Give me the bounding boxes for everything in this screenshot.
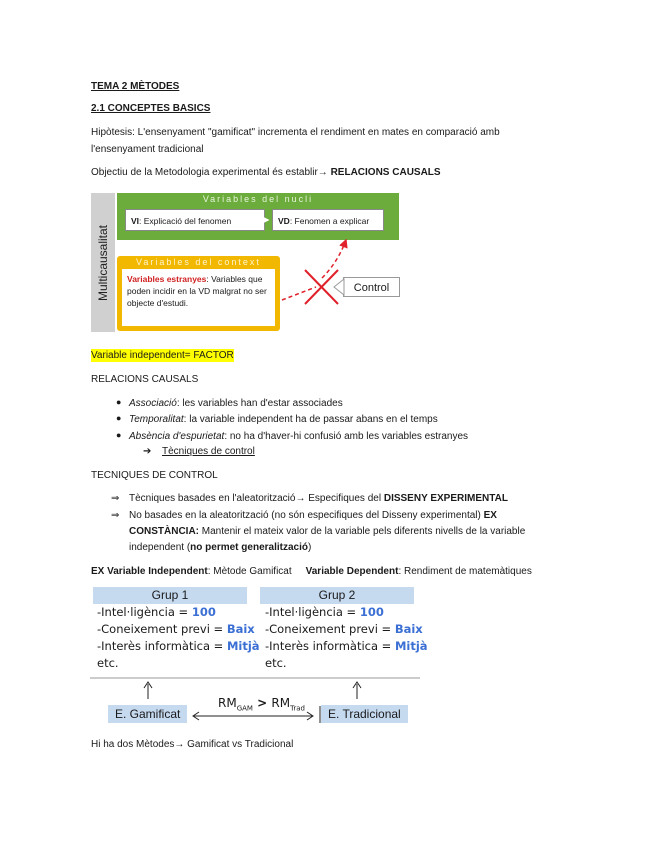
vd-box: [272, 209, 384, 231]
double-arrow-icon: ⇒: [111, 493, 120, 504]
group-1-interest: [97, 638, 260, 655]
group-attr-value: Mitjà: [226, 639, 260, 653]
group-1-header: Grup 1: [93, 587, 247, 604]
vi-text: : Explicació del fenomen: [139, 216, 232, 226]
technique-text: independent (: [129, 542, 191, 553]
rm-greater-than: >: [252, 696, 272, 710]
rm-comparison: [218, 696, 305, 715]
method-arrow-left-head: [193, 712, 199, 720]
technique-text: No basades en la aleatorització (no són especifiques del Disseny experimental): [129, 510, 484, 521]
group-attr-value: Mitjà: [394, 639, 428, 653]
extraneous-variables-text: : Variables que poden incidir en la VD malgrat no ser objecte d'estudi.: [127, 274, 267, 308]
relation-item-2: [129, 413, 438, 426]
group-attr-value: 100: [359, 605, 384, 619]
example-variables-line: [91, 565, 532, 578]
group-1-etc: etc.: [97, 656, 119, 670]
relation-term: Associació: [129, 398, 177, 409]
technique-bold: CONSTÀNCIA:: [129, 526, 199, 537]
group-attr-label: -Coneixement previ =: [97, 622, 227, 636]
objective-line: [91, 166, 441, 179]
rm-gam-sub: GAM: [236, 704, 253, 713]
technique-text: ): [307, 542, 312, 553]
relation-text: : les variables han d'estar associades: [176, 398, 343, 409]
control-techniques-title: TECNIQUES DE CONTROL: [91, 470, 218, 481]
technique-bold: no permet generalització: [190, 542, 308, 553]
context-dashed-arrow: [322, 240, 346, 278]
relation-text: : no ha d'haver-hi confusió amb les variables estranyes: [224, 431, 469, 442]
control-box: Control: [343, 277, 400, 297]
context-variables-box: [117, 256, 280, 331]
group-1-prior-knowledge: [97, 621, 255, 638]
hypothesis-line-1: Hipòtesis: L'ensenyament "gamificat" incrementa el rendiment en mates en comparació amb: [91, 127, 500, 138]
technique-item-1: [129, 492, 508, 505]
group-1-up-arrow-head: [144, 682, 152, 688]
group-2-prior-knowledge: [265, 621, 423, 638]
control-techniques-link[interactable]: Tècniques de control: [162, 446, 255, 457]
multicausality-label: Multicausalitat: [96, 224, 110, 301]
group-attr-label: -Coneixement previ =: [265, 622, 395, 636]
cross-line-2: [305, 270, 338, 304]
bullet-icon: ●: [116, 397, 122, 407]
group-2-up-arrow-head: [353, 682, 361, 688]
context-dashed-line: [282, 287, 316, 300]
vd-text: : Fenomen a explicar: [289, 216, 370, 226]
vi-box: [125, 209, 265, 231]
group-attr-value: Baix: [394, 622, 423, 636]
group-1-intelligence: [97, 604, 216, 621]
method-arrow-right-head: [307, 712, 313, 720]
example-vi-value: : Mètode Gamificat: [207, 566, 292, 577]
rm-trad-sub: Trad: [290, 704, 305, 713]
bullet-icon: ●: [116, 430, 122, 440]
causal-relations-title: RELACIONS CAUSALS: [91, 374, 199, 385]
example-vd-value: : Rendiment de matemàtiques: [398, 566, 532, 577]
relation-item-1: [129, 397, 343, 410]
vd-label: VD: [278, 216, 290, 226]
technique-item-2-line-2: [129, 525, 525, 538]
hypothesis-line-2: l'ensenyament tradicional: [91, 144, 204, 155]
vi-label: VI: [131, 216, 140, 226]
objective-bold: RELACIONS CAUSALS: [330, 167, 441, 178]
example-vd-label: Variable Dependent: [305, 566, 399, 577]
group-attr-value: Baix: [226, 622, 255, 636]
cross-line-1: [305, 270, 338, 304]
extraneous-variables-label: Variables estranyes: [127, 274, 207, 284]
group-attr-label: -Intel·ligència =: [265, 605, 360, 619]
group-attr-label: -Interès informàtica =: [265, 639, 395, 653]
method-gamified: E. Gamificat: [108, 705, 187, 723]
title-heading: TEMA 2 MÈTODES: [91, 81, 180, 92]
group-2-etc: etc.: [265, 656, 287, 670]
relation-item-3: [129, 430, 468, 443]
objective-text: Objectiu de la Metodologia experimental és establir→: [91, 167, 331, 178]
group-attr-label: -Intel·ligència =: [97, 605, 192, 619]
group-attr-value: 100: [191, 605, 216, 619]
rm-trad-label: RM: [271, 696, 291, 710]
extraneous-variables-box: [122, 269, 275, 326]
relation-term: Absència d'espurietat: [129, 431, 225, 442]
example-vi-label: EX Variable Independent: [91, 566, 208, 577]
technique-bold: EX: [483, 510, 497, 521]
relation-text: : la variable independent ha de passar abans en el temps: [183, 414, 438, 425]
multicausality-bar: [91, 193, 115, 332]
bullet-icon: ●: [116, 413, 122, 423]
group-2-header: Grup 2: [260, 587, 414, 604]
final-line: Hi ha dos Mètodes→ Gamificat vs Tradicional: [91, 739, 294, 750]
technique-bold: DISSENY EXPERIMENTAL: [383, 493, 508, 504]
double-arrow-icon: ⇒: [111, 510, 120, 521]
technique-item-2-line-3: [129, 541, 311, 554]
technique-text: Mantenir el mateix valor de la variable pels diferents nivells de la variable: [199, 526, 526, 537]
group-2-interest: [265, 638, 428, 655]
arrow-right-icon: ➔: [143, 446, 152, 457]
group-attr-label: -Interès informàtica =: [97, 639, 227, 653]
relation-term: Temporalitat: [129, 414, 184, 425]
technique-text: Tècniques basades en l'aleatorització→ Especifiques del: [129, 493, 384, 504]
context-variables-title: Variables del context: [136, 257, 261, 267]
section-heading: 2.1 CONCEPTES BASICS: [91, 103, 211, 114]
core-variables-title: Variables del nucli: [202, 194, 314, 204]
core-variables-box: [117, 193, 399, 240]
independent-variable-line: Variable independent= FACTOR: [91, 350, 234, 361]
technique-item-2: [129, 509, 497, 522]
group-2-intelligence: [265, 604, 384, 621]
rm-gam-label: RM: [218, 696, 237, 710]
method-traditional: E. Tradicional: [321, 705, 408, 723]
